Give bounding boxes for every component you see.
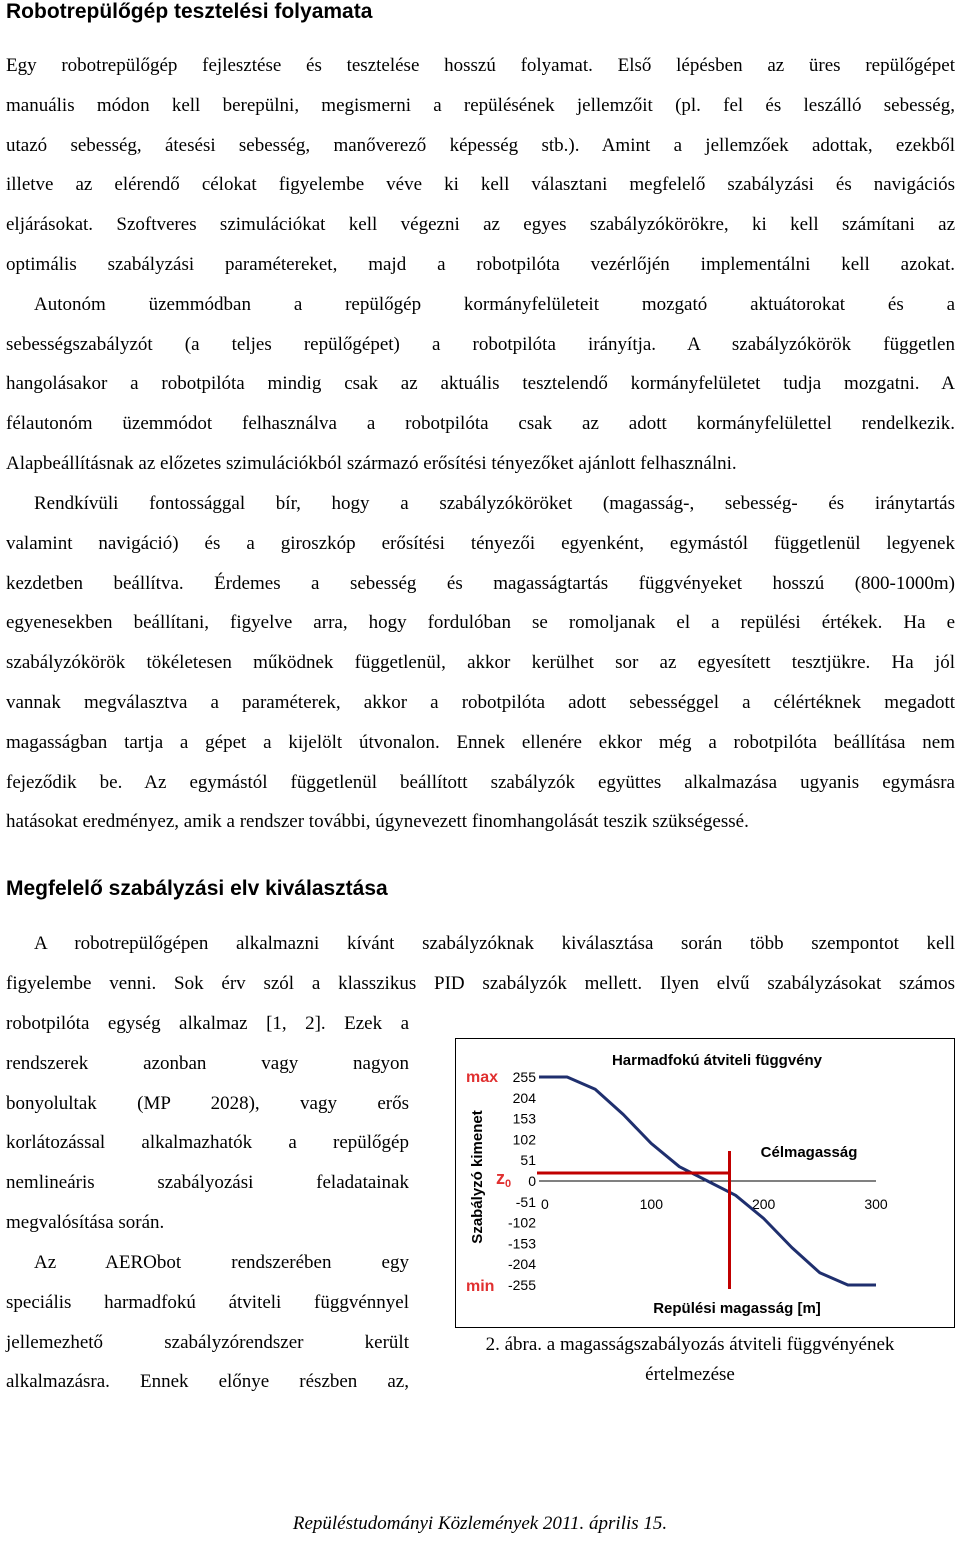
x-tick-label: 0 xyxy=(541,1196,549,1212)
y-tick-label: 51 xyxy=(520,1152,536,1169)
text-line: korlátozással alkalmazhatók a repülőgép xyxy=(6,1132,409,1154)
x-tick-label: 300 xyxy=(864,1196,888,1212)
paragraph-control-selection-side xyxy=(6,1004,409,1243)
y-tick-label: -204 xyxy=(507,1256,536,1273)
text-line: Alapbeállításnak az előzetes szimulációkból származó erősítési tényezőket ajánlott felhasználni. xyxy=(6,452,737,474)
y-tick-label: -51 xyxy=(515,1193,536,1210)
text-line: rendszerek azonban vagy nagyon xyxy=(6,1052,409,1074)
figure-caption: 2. ábra. a magasságszabályozás átviteli függvényének értelmezése xyxy=(485,1334,895,1385)
text-line: optimális szabályzási paramétereket, majd a robotpilóta vezérlőjén implementálni kell azokat. xyxy=(6,253,955,275)
transfer-function-figure xyxy=(455,1038,955,1328)
text-line: utazó sebesség, átesési sebesség, manőverező képesség stb.). Amint a jellemzőek adottak, ezekből xyxy=(6,134,955,156)
y-tick-label: 0 xyxy=(528,1173,536,1189)
text-line: sebességszabályzót (a teljes repülőgépet) a robotpilóta irányítja. A szabályzókörök független xyxy=(6,333,955,355)
x-tick-label: 200 xyxy=(751,1196,776,1212)
y-tick-label: -153 xyxy=(507,1235,536,1252)
text-line: manuális módon kell berepülni, megismerni a repülésének jellemzőit (pl. fel és leszálló sebesség, xyxy=(6,94,955,116)
paragraph-testing-intro xyxy=(6,46,955,484)
text-line: hangolásakor a robotpilóta mindig csak az aktuális tesztelendő kormányfelületet tudja mozgatni. A xyxy=(6,373,955,395)
chart-x-axis-label: Repülési magasság [m] xyxy=(653,1300,821,1317)
y-tick-label: 153 xyxy=(512,1110,536,1127)
section-title-testing: Robotrepülőgép tesztelési folyamata xyxy=(6,0,373,23)
text-line: Az AERObot rendszerében egy xyxy=(34,1252,409,1273)
y-tick-label: 255 xyxy=(512,1069,536,1085)
x-tick-label: 100 xyxy=(639,1196,664,1212)
text-line: A robotrepülőgépen alkalmazni kívánt szabályzóknak kiválasztása során több szempontot kell xyxy=(34,933,955,954)
section-title-control-principle: Megfelelő szabályzási elv kiválasztása xyxy=(6,877,388,900)
text-line: hatásokat eredményez, amik a rendszer további, úgynevezett finomhangolását teszik szükségessé. xyxy=(6,811,749,833)
text-line: egyenesekben beállítani, figyelve arra, hogy fordulóban se romoljanak el a repülési értékek. Ha e xyxy=(6,612,955,634)
text-line: valamint navigáció) és a giroszkóp erősítési tényezői egyenként, egymástól függetlenül legyenek xyxy=(6,532,955,554)
paragraph-aerobot xyxy=(6,1243,409,1402)
text-line: Egy robotrepülőgép fejlesztése és tesztelése hosszú folyamat. Első lépésben az üres repülőgépet xyxy=(6,55,955,76)
chart-title: Harmadfokú átviteli függvény xyxy=(611,1052,823,1069)
text-line: vannak megválasztva a paraméterek, akkor a robotpilóta adott sebességgel a célértéknek megadott xyxy=(6,691,955,713)
chart-y-axis-label: Szabályzó kimenet xyxy=(469,1110,486,1244)
text-line: félautonóm üzemmódot felhasználva a robotpilóta csak az adott kormányfelülettel rendelkezik. xyxy=(6,413,955,435)
text-line: megvalósítása során. xyxy=(6,1211,165,1233)
text-line: bonyolultak (MP 2028), vagy erős xyxy=(6,1092,409,1114)
text-line: kezdetben beállítva. Érdemes a sebesség és magasságtartás függvényeket hosszú (800-1000m) xyxy=(6,572,955,594)
z0-label: z0 xyxy=(496,1168,512,1190)
y-tick-label: -102 xyxy=(507,1214,536,1231)
text-line: jellemezhető szabályzórendszer került xyxy=(6,1331,409,1353)
text-line: speciális harmadfokú átviteli függvénnyel xyxy=(6,1291,409,1313)
paragraph-controller-tuning xyxy=(6,484,955,842)
min-label: min xyxy=(466,1278,495,1295)
text-line: fejeződik be. Az egymástól függetlenül beállított szabályzók együttes alkalmazása ugyanis egymásra xyxy=(6,771,955,793)
y-tick-label: 204 xyxy=(512,1089,536,1106)
y-tick-label: 102 xyxy=(512,1131,536,1148)
text-line: illetve az elérendő célokat figyelembe véve ki kell választani megfelelő szabályzási és navigációs xyxy=(6,174,955,196)
max-label: max xyxy=(466,1069,499,1086)
paragraph-control-selection xyxy=(6,924,955,1004)
y-tick-label: -255 xyxy=(507,1277,536,1293)
text-line: Rendkívüli fontossággal bír, hogy a szabályzóköröket (magasság-, sebesség- és iránytartás xyxy=(34,493,955,514)
text-line: figyelembe venni. Sok érv szól a klasszikus PID szabályzók mellett. Ilyen elvű szabályzásokat számos xyxy=(6,972,955,994)
text-line: robotpilóta egység alkalmaz [1, 2]. Ezek a xyxy=(6,1013,409,1034)
text-line: szabályzókörök tökéletesen működnek függetlenül, akkor kerülhet sor az egyesített tesztjükre. Ha jól xyxy=(6,652,955,674)
transfer-function-chart xyxy=(456,1039,954,1327)
text-line: alkalmazásra. Ennek előnye részben az, xyxy=(6,1371,409,1393)
text-line: eljárásokat. Szoftveres szimulációkat kell végezni az egyes szabályzókörökre, ki kell számítani az xyxy=(6,214,955,236)
page-footer: Repüléstudományi Közlemények 2011. április 15. xyxy=(292,1513,668,1534)
text-line: Autonóm üzemmódban a repülőgép kormányfelületeit mozgató aktuátorokat és a xyxy=(34,293,955,315)
target-altitude-label: Célmagasság xyxy=(760,1144,858,1161)
text-line: nemlineáris szabályozási feladatainak xyxy=(6,1172,409,1194)
text-line: magasságban tartja a gépet a kijelölt útvonalon. Ennek ellenére ekkor még a robotpilóta beállítása nem xyxy=(6,731,955,753)
